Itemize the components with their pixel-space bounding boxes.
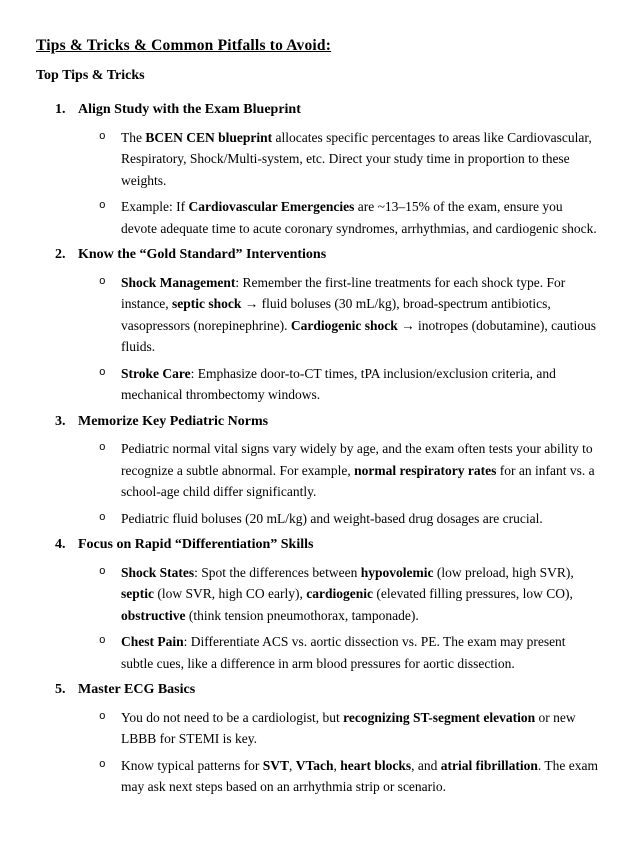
item-heading-text: Master ECG Basics (78, 682, 196, 697)
bullet-paragraph (99, 438, 598, 503)
item-heading-text: Focus on Rapid “Differentiation” Skills (78, 537, 314, 552)
bullet-marker: o (99, 565, 106, 578)
item-heading (55, 411, 598, 433)
bullet-text: Shock Management: Remember the first-line treatments for each shock type. For instance, septic shock → fluid boluses (30 mL/kg), broad-spectrum antibiotics, vasopressors (norepinephrine). Cardiogenic shock → inotropes (dobutamine), cautious fluids. (121, 274, 597, 354)
bullet-text: Pediatric normal vital signs vary widely by age, and the exam often tests your ability to recognize a subtle abnormal. For example, normal respiratory rates for an infant vs. a school-age child differ significantly. (121, 441, 595, 499)
item-number: 1. (55, 102, 66, 117)
bullet-text: Example: If Cardiovascular Emergencies are ~13–15% of the exam, ensure you devote adequate time to acute coronary syndromes, arrhythmias, and cardiogenic shock. (121, 199, 597, 236)
item-heading (55, 534, 598, 556)
item-number: 3. (55, 413, 66, 429)
item-heading-text: Memorize Key Pediatric Norms (78, 413, 269, 429)
item-heading (55, 679, 598, 701)
bullet-text: Stroke Care: Emphasize door-to-CT times, tPA inclusion/exclusion criteria, and mechanical thrombectomy windows. (121, 365, 556, 402)
bullet-marker: o (99, 511, 106, 524)
bullet-marker: o (99, 442, 106, 454)
document-title: Tips & Tricks & Common Pitfalls to Avoid: (36, 37, 332, 54)
bullet-paragraph (99, 562, 598, 627)
bullet-text: Shock States: Spot the differences between hypovolemic (low preload, high SVR), septic (low SVR, high CO early), cardiogenic (elevated filling pressures, low CO), obstructive (think tension pneumothorax, tamponade). (121, 564, 574, 623)
bullet-text: Know typical patterns for SVT, VTach, heart blocks, and atrial fibrillation. The exam may ask next steps based on an arrhythmia strip or scenario. (121, 757, 598, 794)
bullet-paragraph (99, 508, 598, 530)
bullet-paragraph (99, 707, 598, 750)
list-item (36, 99, 598, 239)
bullet-paragraph (99, 272, 598, 358)
bullet-marker: o (99, 130, 106, 143)
bullet-text: Chest Pain: Differentiate ACS vs. aortic dissection vs. PE. The exam may present subtle cues, like a difference in arm blood pressures for aortic dissection. (121, 634, 566, 671)
item-heading (55, 244, 598, 266)
bullet-marker: o (99, 710, 106, 723)
numbered-list (36, 99, 598, 798)
item-heading-text: Align Study with the Exam Blueprint (78, 102, 301, 117)
bullet-marker: o (99, 758, 106, 771)
bullet-text: You do not need to be a cardiologist, but recognizing ST-segment elevation or new LBBB for STEMI is key. (121, 709, 576, 746)
bullet-text: Pediatric fluid boluses (20 mL/kg) and weight-based drug dosages are crucial. (121, 510, 543, 526)
item-heading (55, 99, 598, 121)
section-heading: Top Tips & Tricks (36, 68, 145, 83)
bullet-text: The BCEN CEN blueprint allocates specific percentages to areas like Cardiovascular, Respiratory, Shock/Multi-system, etc. Direct your study time in proportion to these weights. (121, 129, 592, 188)
bullet-marker: o (99, 200, 106, 212)
bullet-paragraph (99, 755, 598, 798)
item-number: 5. (55, 682, 66, 697)
list-item (36, 534, 598, 674)
bullet-marker: o (99, 635, 106, 647)
list-item (36, 411, 598, 530)
bullet-paragraph (99, 631, 598, 674)
bullet-marker: o (99, 366, 106, 379)
list-item (36, 679, 598, 798)
bullet-paragraph (99, 127, 598, 192)
bullet-marker: o (99, 275, 106, 288)
item-heading-text: Know the “Gold Standard” Interventions (78, 247, 327, 262)
bullet-paragraph (99, 363, 598, 406)
item-number: 4. (55, 537, 66, 552)
item-number: 2. (55, 247, 66, 262)
bullet-paragraph (99, 196, 598, 239)
list-item (36, 244, 598, 406)
